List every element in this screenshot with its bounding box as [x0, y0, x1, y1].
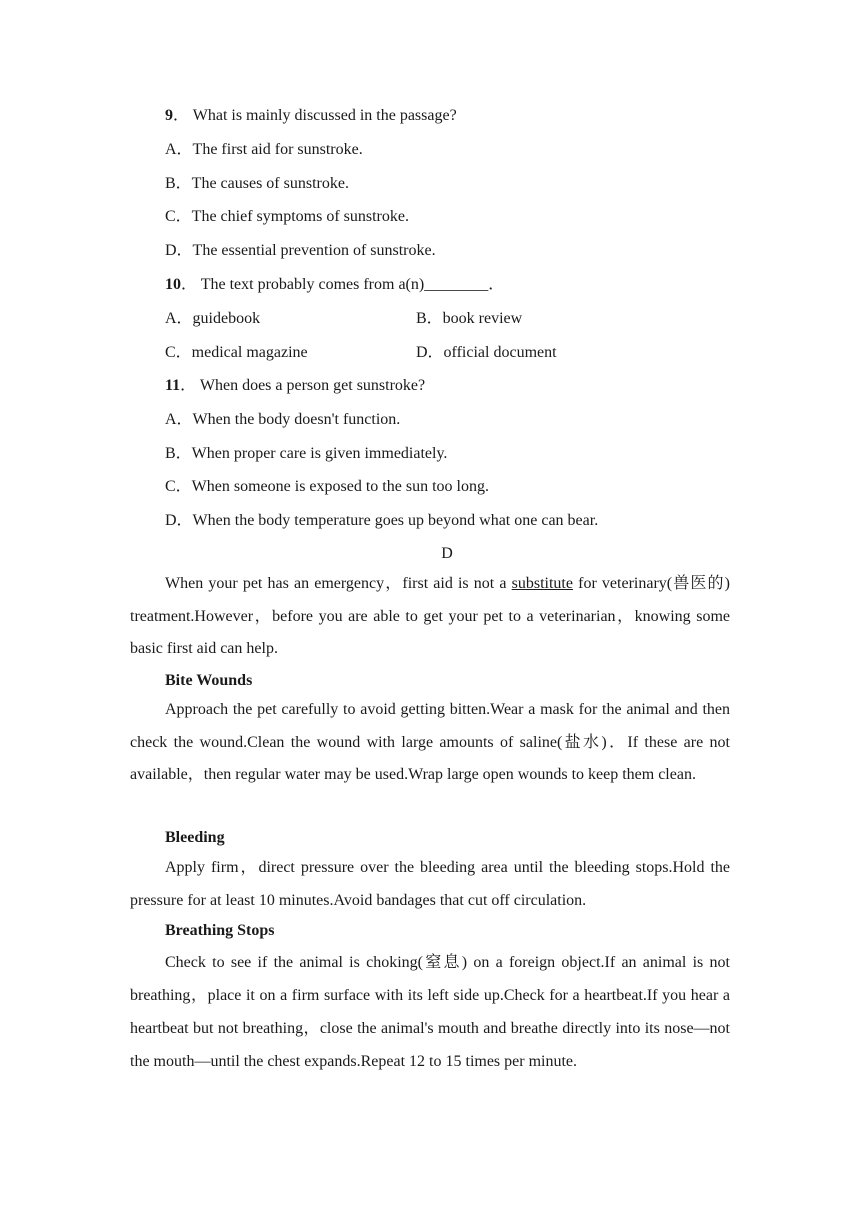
- section-heading-bite-wounds: Bite Wounds: [165, 672, 253, 689]
- section-heading-bleeding: Bleeding: [165, 829, 225, 846]
- option-c: C．The chief symptoms of sunstroke.: [165, 208, 409, 225]
- option-a: A．guidebook: [165, 310, 261, 327]
- underlined-word: substitute: [511, 575, 573, 592]
- section-text-bleeding: Apply firm，direct pressure over the bleeding area until the bleeding stops.Hold the pressure for at least 10 minutes.Avoid bandages that cut off circulation.: [130, 859, 730, 909]
- question-10-stem: 10． The text probably comes from a(n)________．: [165, 276, 505, 293]
- intro-text-after: for veterinary(兽医的) treatment.However，before you are able to get your pet to a veterinarian，knowing some basic first aid can help.: [130, 575, 730, 658]
- question-text: The text probably comes from a(n)________．: [200, 276, 505, 293]
- question-9-stem: 9． What is mainly discussed in the passage?: [165, 107, 457, 124]
- passage-intro: [130, 568, 730, 666]
- passage-letter: D: [441, 545, 453, 562]
- question-text: When does a person get sunstroke?: [199, 377, 426, 394]
- question-number: 11: [165, 377, 181, 394]
- intro-text-before: When your pet has an emergency，first aid is not a: [165, 575, 512, 592]
- option-d: D．official document: [416, 344, 557, 361]
- option-b: B．When proper care is given immediately.: [165, 445, 448, 462]
- question-number: 10: [165, 276, 181, 293]
- option-b: B．book review: [416, 310, 523, 327]
- question-11-stem: 11． When does a person get sunstroke?: [165, 377, 426, 394]
- section-text-bite-wounds: Approach the pet carefully to avoid getting bitten.Wear a mask for the animal and then check the wound.Clean the wound with large amounts of saline(盐水)．If these are not available，then regular water may be used.Wrap large open wounds to keep them clean.: [130, 701, 730, 784]
- option-d: D．The essential prevention of sunstroke.: [165, 242, 436, 259]
- option-c: C．When someone is exposed to the sun too long.: [165, 478, 489, 495]
- options-row-ab: [165, 309, 725, 329]
- option-a: A．The first aid for sunstroke.: [165, 141, 363, 158]
- option-a: A．When the body doesn't function.: [165, 411, 401, 428]
- option-c: C．medical magazine: [165, 344, 308, 361]
- options-row-cd: [165, 343, 725, 363]
- question-number: 9: [165, 107, 173, 124]
- section-text-breathing-stops: Check to see if the animal is choking(窒息) on a foreign object.If an animal is not breathing，place it on a firm surface with its left side up.Check for a heartbeat.If you hear a heartbeat but not breathing，close the animal's mouth and breathe directly into its nose—not the mouth—until the chest expands.Repeat 12 to 15 times per minute.: [130, 954, 730, 1070]
- option-b: B．The causes of sunstroke.: [165, 175, 349, 192]
- option-d: D．When the body temperature goes up beyond what one can bear.: [165, 512, 599, 529]
- question-text: What is mainly discussed in the passage?: [192, 107, 457, 124]
- section-heading-breathing-stops: Breathing Stops: [165, 922, 275, 939]
